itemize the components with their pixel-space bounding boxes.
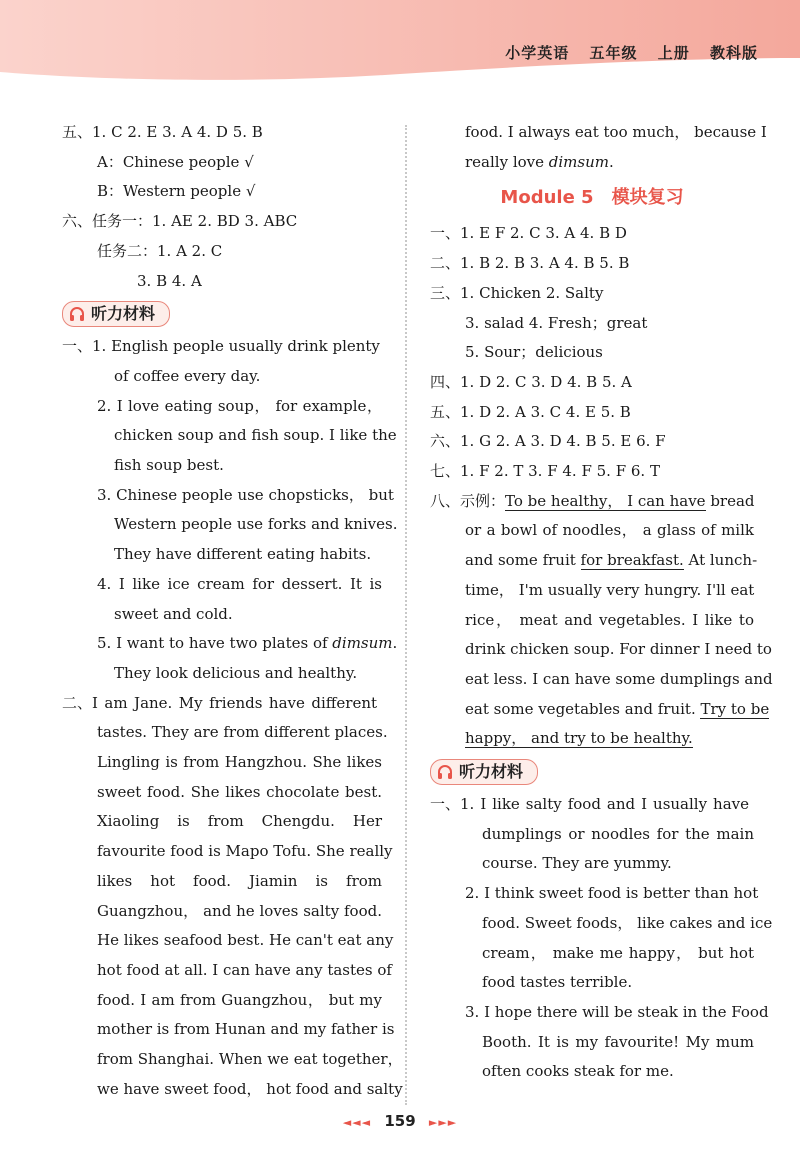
answer-line: 5. Sour；delicious: [465, 343, 603, 362]
passage-line: mother is from Hunan and my father is: [97, 1020, 395, 1039]
text-line: Western people use forks and knives.: [114, 515, 398, 534]
header-volume: 上册: [657, 44, 690, 62]
text-line: dumplings or noodles for the main: [482, 824, 754, 843]
answer-line: 三、1. Chicken 2. Salty: [430, 283, 604, 302]
sample-essay-line: or a bowl of noodles， a glass of milk: [465, 521, 754, 540]
passage-line: likes hot food. Jiamin is from: [97, 871, 382, 890]
listening-heading: [430, 754, 754, 790]
passage-line: Guangzhou， and he loves salty food.: [97, 901, 382, 920]
answer-line: 五、1. D 2. A 3. C 4. E 5. B: [430, 402, 631, 421]
passage-line: sweet food. She likes chocolate best.: [97, 782, 382, 801]
sample-essay-line: eat some vegetables and fruit. Try to be: [465, 699, 770, 718]
listening-pill: 听力材料: [430, 759, 538, 785]
left-column: [62, 118, 403, 1105]
text-line: They have different eating habits.: [114, 545, 372, 564]
passage-line: 二、I am Jane. My friends have different: [62, 693, 378, 712]
column-divider: [405, 125, 407, 1105]
sample-essay-line: 八、示例：To be healthy， I can have bread: [430, 491, 755, 510]
passage-line: we have sweet food， hot food and salty: [97, 1079, 403, 1098]
answer-line: 四、1. D 2. C 3. D 4. B 5. A: [430, 372, 632, 391]
sample-essay-line: happy， and try to be healthy.: [465, 729, 693, 748]
passage-line: He likes seafood best. He can't eat any: [97, 931, 394, 950]
answer-line: 任务二：1. A 2. C: [97, 241, 223, 260]
answer-line: 3. salad 4. Fresh；great: [465, 313, 648, 332]
sample-essay-line: eat less. I can have some dumplings and: [465, 669, 773, 688]
headphones-icon: [69, 306, 85, 322]
passage-line: really love dimsum.: [465, 152, 614, 171]
answer-line: B：Western people √: [97, 182, 256, 201]
left-arrows-icon: ◄◄◄: [342, 1116, 372, 1129]
passage-line: from Shanghai. When we eat together，: [97, 1050, 403, 1069]
text-line: food. Sweet foods， like cakes and ice: [482, 913, 773, 932]
listening-item: 5. I want to have two plates of dimsum.: [97, 634, 398, 653]
sample-essay-line: time， I'm usually very hungry. I'll eat: [465, 580, 755, 599]
header-grade: 五年级: [589, 44, 638, 62]
passage-line: food. I am from Guangzhou， but my: [97, 990, 382, 1009]
module-title: Module 5 模块复习: [500, 187, 684, 209]
header-title: [491, 42, 758, 63]
listening-item: 3. Chinese people use chopsticks， but: [97, 485, 394, 504]
listening-item: 2. I love eating soup， for example，: [97, 396, 382, 415]
answer-line: 六、任务一：1. AE 2. BD 3. ABC: [62, 212, 298, 231]
listening-pill: 听力材料: [62, 301, 170, 327]
sample-essay-line: rice， meat and vegetables. I like to: [465, 610, 754, 629]
answer-line: 七、1. F 2. T 3. F 4. F 5. F 6. T: [430, 462, 660, 481]
header-edition: 教科版: [709, 44, 758, 62]
text-line: They look delicious and healthy.: [114, 663, 358, 682]
page-footer: [0, 1112, 800, 1130]
sample-essay-line: and some fruit for breakfast. At lunch-: [465, 551, 758, 570]
text-line: course. They are yummy.: [482, 854, 672, 873]
text-line: often cooks steak for me.: [482, 1062, 674, 1081]
text-line: chicken soup and fish soup. I like the: [114, 426, 397, 445]
answer-line: 一、1. E F 2. C 3. A 4. B D: [430, 224, 627, 243]
right-column: [430, 118, 773, 1087]
sample-essay-line: drink chicken soup. For dinner I need to: [465, 640, 772, 659]
text-line: Booth. It is my favourite! My mum: [482, 1032, 754, 1051]
passage-line: Xiaoling is from Chengdu. Her: [97, 812, 382, 831]
listening-item: 一、1. I like salty food and I usually have: [430, 795, 750, 814]
answer-line: A：Chinese people √: [97, 152, 254, 171]
answer-line: 3. B 4. A: [137, 271, 202, 290]
text-line: cream， make me happy， but hot: [482, 943, 754, 962]
passage-line: favourite food is Mapo Tofu. She really: [97, 842, 393, 861]
passage-line: hot food at all. I can have any tastes of: [97, 960, 392, 979]
listening-heading: [62, 296, 384, 332]
listening-item: 3. I hope there will be steak in the Food: [465, 1002, 769, 1021]
answer-line: 五、1. C 2. E 3. A 4. D 5. B: [62, 123, 263, 141]
answer-line: 六、1. G 2. A 3. D 4. B 5. E 6. F: [430, 432, 666, 451]
page-number: 159: [384, 1112, 416, 1130]
passage-line: tastes. They are from different places.: [97, 723, 388, 742]
headphones-icon: [437, 764, 453, 780]
listening-item: 2. I think sweet food is better than hot: [465, 884, 759, 903]
text-line: of coffee every day.: [114, 366, 261, 385]
text-line: food tastes terrible.: [482, 973, 633, 992]
listening-item: 4. I like ice cream for dessert. It is: [97, 574, 382, 593]
text-line: sweet and cold.: [114, 604, 233, 623]
text-line: fish soup best.: [114, 456, 224, 475]
passage-line: food. I always eat too much， because I: [465, 123, 767, 141]
header-subject: 小学英语: [505, 44, 570, 62]
answer-line: 二、1. B 2. B 3. A 4. B 5. B: [430, 254, 630, 273]
right-arrows-icon: ►►►: [428, 1116, 458, 1129]
listening-item: 一、1. English people usually drink plenty: [62, 337, 380, 356]
passage-line: Lingling is from Hangzhou. She likes: [97, 753, 382, 772]
